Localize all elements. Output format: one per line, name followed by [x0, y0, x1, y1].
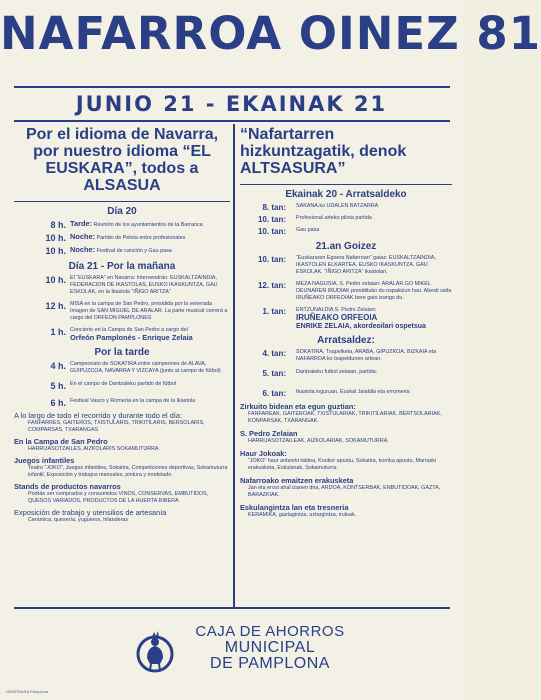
schedule-row: [14, 361, 230, 375]
time: 8 h.: [50, 220, 66, 230]
crafts-text: KERAMIKA, gaztagintza, uztargintza, iruleak.: [248, 512, 357, 518]
event-detail: [296, 307, 452, 331]
products-heading: Nafarroako emaitzen erakusketa: [240, 476, 354, 485]
event-highlight: Orfeón Pamplonés - Enrique Zelaia: [70, 333, 193, 342]
schedule-row: [240, 227, 452, 237]
event-text: Gau pasa: [296, 227, 320, 233]
schedule-row: [14, 327, 230, 343]
time: 6 h.: [50, 398, 66, 408]
time: 1. tan:: [262, 307, 286, 316]
section-arratsaldez: Arratsaldez:: [317, 335, 375, 346]
event-text: Ikastola inguruan, Euskal Jaialdia eta erromeria: [296, 389, 410, 395]
children-text: “JOKO” haur antzerki taldea, Kookor apustu, Sokatira, korrika apustu, Marrazki erakusketa, Eskulanak, Sokamuturra.: [248, 458, 437, 471]
section-goizez: 21.an Goizez: [315, 241, 377, 252]
event-text: ENTZUNALDIA S. Pedro Zelaian:: [296, 307, 377, 313]
campa-text: HARRIJASOTZAILES, AIZKOLARIS SOKAMUTURRA: [28, 446, 159, 452]
bank-logo-icon: [133, 628, 177, 674]
schedule-row: [240, 281, 452, 302]
time-label: Noche:: [70, 245, 96, 254]
bank-line-1: CAJA DE AHORROS: [195, 623, 345, 640]
time: 10 h.: [45, 233, 66, 243]
route-heading: A lo largo de todo el recorrido y durante todo el día:: [14, 411, 183, 420]
circuit-heading: Zirkuito bidean eta egun guztian:: [240, 402, 356, 411]
event-detail: [70, 220, 230, 229]
time-label: Tarde:: [70, 219, 93, 228]
section-day20: Día 20: [107, 206, 137, 217]
time: 1 h.: [50, 327, 66, 337]
event-text: Dantzaleku futbol zelaian, partida:: [296, 369, 378, 375]
time: 10. tan:: [257, 227, 286, 236]
schedule-row: [14, 398, 230, 409]
stands-heading: Stands de productos navarros: [14, 482, 121, 491]
schedule-row: [240, 215, 452, 225]
divider: [14, 607, 450, 609]
printer-credit: GRAFINASA Pamplona: [6, 689, 49, 694]
games-text: Teatro “JOKO”, Juegos infantiles, Sokatira, Competiciones deportivas, Sokamuturra infantil, Exposición y trabajos manuales, pintura y modelado.: [28, 465, 228, 478]
event-text: Campeonato de SOKATIRA entre campeones de ALAVA, GUIPUZCOA, NAVARRA Y VIZCAYA (junto al campo de fútbol): [70, 361, 221, 374]
event-text: Reunión de los ayuntamientos de la Barranca: [93, 222, 203, 228]
schedule-row: [14, 220, 230, 231]
event-text: Partido de Pelota entre profesionales: [96, 235, 186, 241]
basque-column: [240, 126, 452, 519]
time-label: Noche:: [70, 232, 96, 241]
divider: [14, 120, 450, 122]
event-text: MEZA NAGUSIA, S. Pedro zelaian: ARALAR.GO MIKEL DEUNAREN IRUDIAK presidituko du ospakizun hau. Abesti saila IRUÑEAKO ORFEOIAK bere gain izango du.: [296, 281, 452, 301]
time: 6. tan:: [262, 389, 286, 398]
schedule-row: [240, 203, 452, 213]
event-text: Festival Vasco y Romería en la campa de la Ikastola: [70, 398, 196, 404]
event-text: SAKANA.ko UDALEN BATZARRA: [296, 203, 379, 209]
children-heading: Haur Jokoak:: [240, 449, 287, 458]
event-text: Profesional arteko pilota partida: [296, 215, 372, 221]
footer: [0, 610, 463, 700]
games-heading: Juegos infantiles: [14, 456, 75, 465]
time: 12 h.: [45, 301, 66, 311]
time: 4. tan:: [262, 349, 286, 358]
time: 5. tan:: [262, 369, 286, 378]
event-text: En el campo de Dantzaleku partido de fútbol: [70, 381, 177, 387]
event-text: Concierto en la Campa de San Pedro a cargo del: [70, 327, 188, 333]
event-text: “Euskararen Egoera Nafarroan” gaiaz: EUSKALTZAINDIA, IKASTOLEN ELKARTEA, EUSKO IKASKUNTZA, GAU ESKOLAK. “IÑIGO ARITZA” ikastolan.: [296, 255, 436, 275]
event-highlight: IRUÑEAKO ORFEOIA: [296, 313, 378, 322]
event-text: SOKATIRA, Txapelketa, ARABA, GIPUZKOA, BIZKAIA eta NAFARROA ko txapeldunen artean.: [296, 349, 437, 362]
time: 10. tan:: [257, 255, 286, 264]
section-tarde: Por la tarde: [94, 347, 150, 358]
event-text: Festival de canción y Gau pasa: [96, 248, 172, 254]
schedule-row: [14, 233, 230, 244]
route-text: FANFARRES, GAITEROS, TXISTULARIS, TRIKITILARIS, BERSOLARIS, COMPARSAS, TXARANGAS: [28, 420, 205, 433]
time: 10 h.: [45, 275, 66, 285]
expo-text: Cerámica, quesería, yugueros, hilanderas: [28, 517, 129, 523]
campa-heading: En la Campa de San Pedro: [14, 437, 108, 446]
pedro-text: HARRIJASOTZAILEAK, AIZKOLARIAK, SOKAMUTURRA.: [248, 438, 389, 444]
event-detail: [70, 327, 230, 343]
event-text: El “EUSKARA” en Navarra: Intervendrán: EUSKALTZAINDIA, FEDERACION DE IKASTOLAS, EUSKO IKASKUNTZA, GAU ESKOLAK, en la Ikastola “IÑIGO ARITZA”: [70, 275, 218, 295]
section-ekainak20: Ekainak 20 - Arratsaldeko: [285, 189, 407, 200]
bank-line-3: DE PAMPLONA: [210, 655, 330, 672]
spanish-headline: Por el idioma de Navarra, por nuestro idioma “EL EUSKARA”, todos a ALSASUA: [25, 126, 219, 194]
poster-title: NAFARROA OINEZ 81: [0, 7, 541, 60]
divider: [240, 184, 452, 185]
divider: [14, 86, 450, 88]
stands-text: Podrán ser comprados y consumidos VINOS, CONSERVAS, EMBUTIDOS, QUESOS VARIADOS, PRODUCTOS DE LA HUERTA RIBERA: [28, 491, 209, 504]
schedule-row: [14, 381, 230, 392]
schedule-row: [14, 246, 230, 257]
bank-line-2: MUNICIPAL: [224, 639, 316, 656]
section-day21: Día 21 - Por la mañana: [68, 261, 176, 272]
spanish-column: [14, 126, 230, 524]
time: 10. tan:: [257, 215, 286, 224]
divider: [14, 201, 230, 202]
expo-heading: Exposición de trabajo y utensilios de artesanía: [14, 508, 167, 517]
event-detail: [70, 246, 230, 255]
event-detail: [70, 233, 230, 242]
event-text: MISA en la campa de San Pedro, presidida por la venerada Imagen de SAN MIGUEL DE ARALAR. La parte musical correrá a cargo del ORFEON PAMPLONES: [70, 301, 228, 321]
crafts-heading: Eskulangintza lan eta tresneria: [240, 503, 349, 512]
basque-headline: “Nafartarren hizkuntzagatik, denok ALTSASURA”: [240, 126, 407, 177]
circuit-text: FANFAREAK, GAITEROAK, TXISTULARIAK, TRIKITILARIAK, BERTSOLARIAK, KONPARSAK, TXARANGAK.: [248, 411, 442, 424]
schedule-row: [14, 301, 230, 322]
time: 10 h.: [45, 246, 66, 256]
column-divider: [233, 124, 235, 608]
time: 8. tan:: [262, 203, 286, 212]
time: 12. tan:: [257, 281, 286, 290]
products-text: Jan eta erosi ahal izanen dira, ARDOA, KONTSERBAK, ENBUTIDOAK, GAZTA, BARAZKIAK.: [248, 485, 441, 498]
schedule-row: [240, 307, 452, 331]
poster-subtitle: JUNIO 21 - EKAINAK 21: [75, 92, 388, 116]
schedule-row: [240, 369, 452, 379]
bank-name: [195, 624, 345, 672]
schedule-row: [240, 255, 452, 276]
schedule-row: [240, 389, 452, 399]
schedule-row: [240, 349, 452, 363]
pedro-heading: S. Pedro Zelaian: [240, 429, 298, 438]
event-highlight: ENRIKE ZELAIA, akordeoilari ospetsua: [296, 323, 426, 330]
time: 5 h.: [50, 381, 66, 391]
time: 4 h.: [50, 361, 66, 371]
schedule-row: [14, 275, 230, 296]
